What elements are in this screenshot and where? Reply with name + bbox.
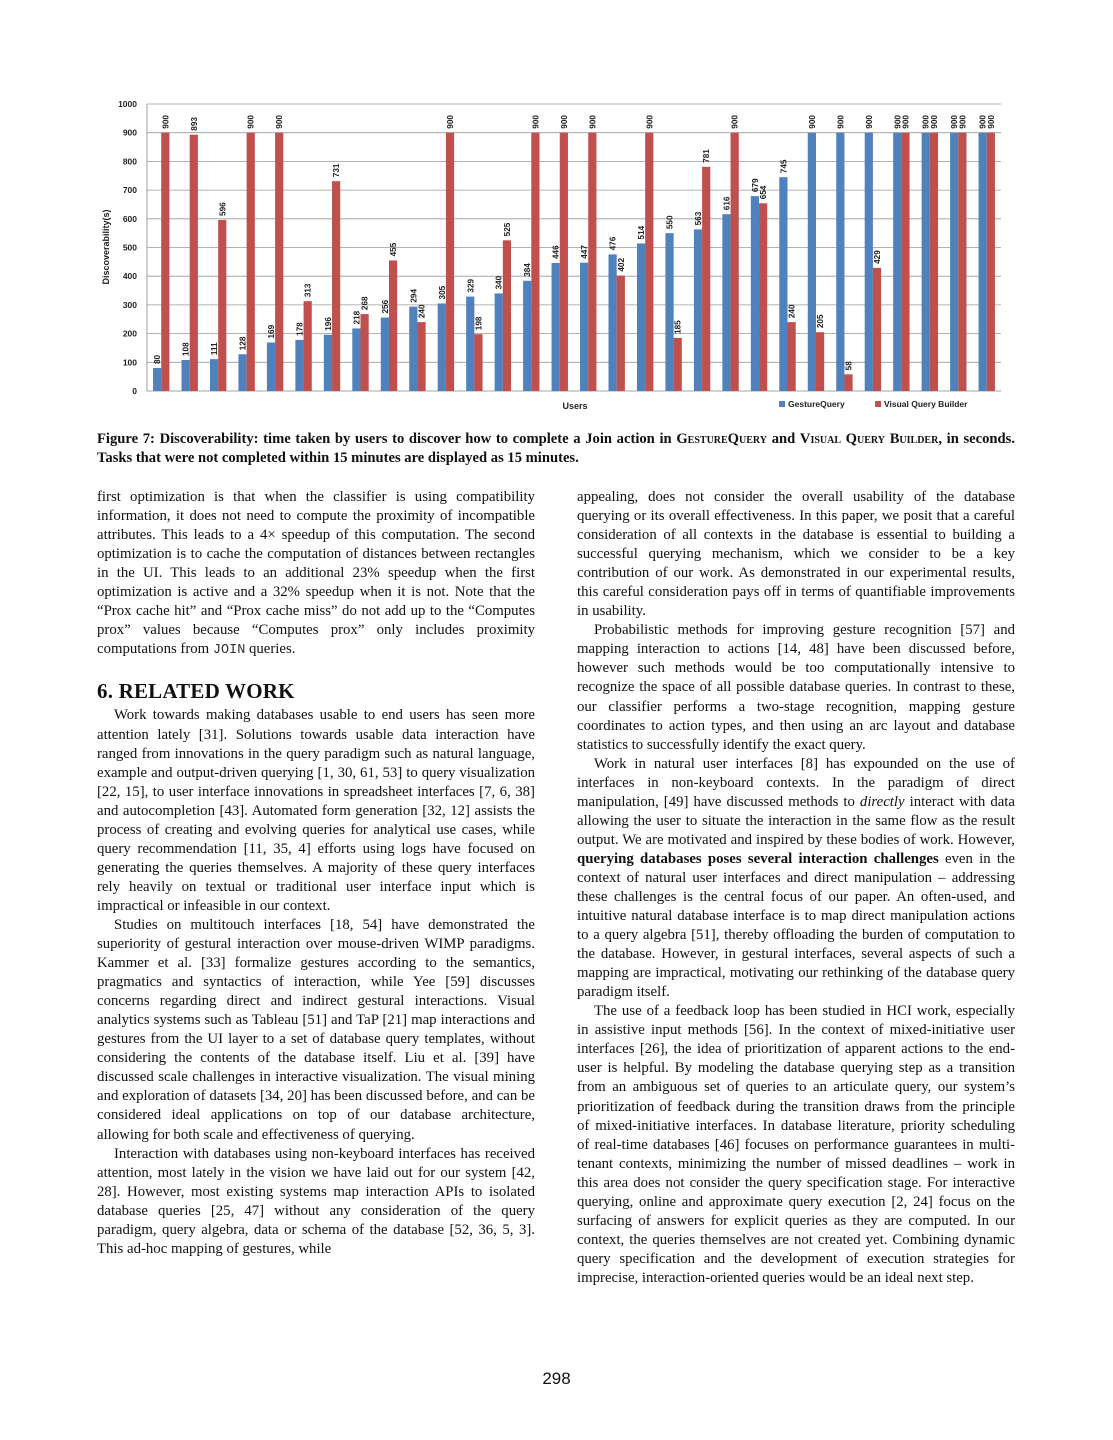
data-label: 185 — [673, 320, 683, 334]
bar-visual-query-builder — [503, 240, 511, 391]
data-label: 900 — [807, 115, 817, 129]
data-label: 900 — [275, 115, 285, 129]
data-label: 900 — [246, 115, 256, 129]
data-label: 900 — [958, 115, 968, 129]
data-label: 128 — [238, 336, 248, 351]
bar-visual-query-builder — [987, 133, 995, 391]
bar-gesturequery — [210, 359, 218, 391]
legend-label: GestureQuery — [788, 399, 845, 409]
bar-visual-query-builder — [788, 322, 796, 391]
data-label: 654 — [759, 185, 769, 200]
bar-visual-query-builder — [816, 332, 824, 391]
data-label: 514 — [637, 225, 647, 240]
bar-visual-query-builder — [759, 203, 767, 391]
left-column — [97, 488, 535, 1259]
data-label: 900 — [531, 115, 541, 129]
data-label: 679 — [750, 178, 760, 193]
data-label: 196 — [323, 317, 333, 331]
bar-visual-query-builder — [332, 181, 340, 391]
data-label: 900 — [559, 115, 569, 129]
bar-visual-query-builder — [645, 133, 653, 391]
paragraph: Work in natural user interfaces [8] has expounded on the use of interfaces in non-keyboard contexts. In the paradigm of direct manipulation, [49] have discussed methods to directly interact with data allowing the user to situate the interaction in the same flow as the result output. We are motivated and inspired by these bodies of work. However, querying databases poses several interaction challenges even in the context of natural user interfaces and direct manipulation – addressing these challenges is the central focus of our paper. An often-used, and intuitive natural database interface is to map direct manipulation actions to a query algebra [51], thereby offloading the burden of computation to the database. However, in gestural interfaces, several aspects of such a mapping are impractical, motivating our rethinking of the database query paradigm itself. — [577, 755, 1015, 1001]
data-label: 447 — [580, 245, 590, 259]
data-label: 240 — [417, 304, 427, 319]
data-label: 218 — [352, 310, 362, 325]
bar-gesturequery — [722, 214, 730, 391]
bar-gesturequery — [238, 354, 246, 391]
section-heading-related-work: 6. RELATED WORK — [97, 679, 295, 704]
data-label: 240 — [787, 304, 797, 319]
data-label: 900 — [730, 115, 740, 129]
bar-visual-query-builder — [417, 322, 425, 391]
x-axis-label: Users — [562, 401, 588, 411]
bar-gesturequery — [665, 233, 673, 391]
bar-visual-query-builder — [702, 167, 710, 391]
bar-gesturequery — [694, 229, 702, 391]
bar-gesturequery — [523, 281, 531, 391]
bar-gesturequery — [552, 263, 560, 391]
data-label: 313 — [303, 283, 313, 298]
bar-visual-query-builder — [531, 133, 539, 391]
data-label: 256 — [380, 299, 390, 314]
bar-visual-query-builder — [446, 133, 454, 391]
data-label: 900 — [446, 115, 455, 129]
data-label: 340 — [494, 275, 504, 290]
bar-visual-query-builder — [588, 133, 596, 391]
paragraph: Interaction with databases using non-keyboard interfaces has received attention, most lately in the vision we have laid out for our system [42, 28]. However, most existing systems map interaction APIs to isolated database queries [25, 47] without any consideration of the query paradigm, query algebra, data or schema of the database [52, 36, 5, 3]. This ad-hoc mapping of gestures, while — [97, 1145, 535, 1257]
bar-gesturequery — [922, 133, 930, 391]
data-label: 80 — [153, 354, 163, 365]
legend — [779, 399, 968, 409]
y-tick-label: 600 — [122, 213, 137, 224]
data-label: 900 — [921, 115, 931, 129]
data-label: 550 — [665, 215, 675, 230]
data-label: 563 — [694, 211, 703, 226]
data-label: 525 — [502, 222, 512, 237]
data-label: 616 — [722, 196, 732, 211]
bar-visual-query-builder — [674, 338, 682, 391]
data-label: 329 — [466, 278, 476, 293]
bar-gesturequery — [751, 196, 759, 391]
bar-visual-query-builder — [844, 374, 852, 391]
bar-visual-query-builder — [930, 133, 938, 391]
legend-swatch — [779, 401, 785, 407]
data-label: 429 — [873, 250, 882, 264]
data-label: 178 — [295, 322, 305, 336]
data-label: 294 — [409, 288, 419, 303]
y-tick-label: 0 — [132, 386, 137, 396]
right-column — [577, 488, 1015, 1288]
data-label: 900 — [978, 115, 988, 129]
bar-gesturequery — [153, 368, 161, 391]
bar-gesturequery — [466, 297, 474, 391]
data-label: 446 — [551, 245, 561, 259]
code-join: JOIN — [212, 643, 246, 659]
data-label: 900 — [864, 115, 874, 129]
y-axis-label: Discoverability(s) — [101, 209, 111, 285]
bar-visual-query-builder — [218, 220, 226, 391]
data-label: 596 — [218, 202, 228, 216]
bold-emphasis: querying databases poses several interaction challenges — [577, 850, 939, 867]
bar-gesturequery — [836, 133, 844, 391]
bar-gesturequery — [609, 254, 617, 391]
legend-swatch — [875, 401, 881, 407]
bar-visual-query-builder — [901, 133, 909, 391]
bar-gesturequery — [495, 293, 503, 391]
bar-visual-query-builder — [190, 135, 198, 391]
system-name-vqb: Visual Query Builder — [799, 431, 939, 447]
bar-visual-query-builder — [731, 133, 739, 391]
bar-visual-query-builder — [873, 268, 881, 391]
paragraph: Probabilistic methods for improving gesture recognition [57] and mapping interaction to actions [14, 48] have been discussed before, however such methods would be too computationally intensive to recognize the space of all possible database queries. In contrast to these, our classifier performs a two-stage recognition, mapping gesture coordinates to action types, and then using an arc layout and database statistics to successfully identify the exact query. — [577, 622, 1015, 753]
data-label: 900 — [986, 115, 996, 129]
data-label: 900 — [950, 115, 960, 129]
bars — [153, 133, 995, 391]
data-label: 731 — [332, 163, 342, 178]
paragraph: The use of a feedback loop has been studied in HCI work, especially in assistive input methods [56]. In the context of mixed-initiative user interfaces [26], the idea of prioritization of apparent actions to the end-user is helpful. By modeling the database querying step as a transition from an ambiguous set of queries to an articulate query, our system’s prioritization of feedback during the transition draws from the principle of mixed-initiative interfaces. In database literature, priority scheduling of real-time databases [46] focuses on performance guarantees in multi-tenant contexts, minimizing the number of missed deadlines – work in this area does not consider the query specification stage. For interactive querying, online and approximate query execution [2, 24] focus on the surfacing of answers for explicit queries as they are computed. In our context, the queries themselves are not created yet. Combining dynamic query specification and the development of execution strategies for imprecise, interaction-oriented queries would be an ideal next step. — [577, 1003, 1015, 1286]
bar-gesturequery — [808, 133, 816, 391]
emphasis-directly: directly — [859, 793, 905, 810]
data-label: 384 — [523, 263, 533, 277]
data-label: 108 — [181, 342, 191, 357]
bar-gesturequery — [324, 335, 332, 391]
bar-visual-query-builder — [304, 301, 312, 391]
page-number: 298 — [542, 1369, 571, 1388]
data-label: 900 — [645, 115, 655, 129]
data-label: 745 — [779, 159, 789, 174]
y-tick-label: 100 — [122, 357, 137, 368]
y-tick-label: 400 — [122, 271, 137, 282]
bar-gesturequery — [950, 133, 958, 391]
bar-gesturequery — [893, 133, 901, 391]
data-label: 781 — [702, 149, 712, 163]
bar-visual-query-builder — [247, 133, 255, 391]
bar-visual-query-builder — [474, 334, 482, 391]
bar-gesturequery — [182, 360, 190, 391]
bar-gesturequery — [779, 177, 787, 391]
paragraph: Studies on multitouch interfaces [18, 54] have demonstrated the superiority of gestural interaction over mouse-driven WIMP paradigms. Kammer et al. [33] formalize gestures according to the semantics, pragmatics and syntactics of interaction, while Yee [59] discusses concerns regarding direct and indirect gestural interactions. Visual analytics systems such as Tableau [51] and TaP [21] map interactions and gestures from the UI layer to a set of database query templates, without considering the contents of the database itself. Liu et al. [39] have discussed scale challenges in interactive visualization. The visual mining and exploration of datasets [34, 20] has been discussed before, and can be considered ideal applications on top of our database architecture, allowing for both scale and effectiveness of querying. — [97, 916, 535, 1143]
data-label: 198 — [474, 316, 484, 331]
data-label: 111 — [210, 342, 220, 356]
y-tick-label: 800 — [122, 156, 137, 167]
data-label: 900 — [588, 115, 598, 129]
paragraph: appealing, does not consider the overall usability of the database querying or its overall effectiveness. In this paper, we posit that a careful consideration of all contexts in the database is essential to building a successful querying mechanism, which we consider to be a key contribution of our work. As demonstrated in our experimental results, this careful consideration pays off in terms of quantifiable improvements in usability. — [577, 489, 1015, 620]
bar-gesturequery — [352, 328, 360, 391]
bar-visual-query-builder — [161, 133, 169, 391]
paragraph: first optimization is that when the classifier is using compatibility information, it does not need to compute the proximity of incompatible attributes. This leads to a 4× speedup of this computation. The second optimization is to cache the computation of distances between rectangles in the UI. This leads to an additional 23% speedup when the first optimization is active and a 32% speedup when it is not. Note that the “Prox cache hit” and “Prox cache miss” do not add up to the “Computes prox” values because “Computes prox” only includes proximity computations from JOIN queries. — [97, 489, 535, 659]
y-tick-label: 700 — [122, 185, 137, 196]
paragraph: Work towards making databases usable to end users has seen more attention lately [31]. Solutions towards usable data interaction have ranged from innovations in the query paradigm such as natural language, example and output-driven querying [1, 30, 61, 53] to query visualization [22, 15], to user interface innovations in spreadsheet interfaces [7, 6, 38] and autocompletion [43]. Automated form generation [32, 12] assists the process of creating and evolving queries for analytical use cases, while query recommendation [11, 35, 4] efforts using logs have focused on generating the queries themselves. A majority of these query interfaces rely heavily on textual or traditional user interface input which is impractical or infeasible in our context. — [97, 707, 535, 914]
y-tick-label: 900 — [122, 127, 137, 138]
bar-visual-query-builder — [958, 133, 966, 391]
system-name-gesturequery: GestureQuery — [676, 431, 768, 447]
bar-visual-query-builder — [389, 260, 397, 391]
data-label: 455 — [389, 242, 399, 257]
bar-gesturequery — [381, 318, 389, 391]
data-label: 402 — [616, 257, 626, 272]
y-tick-label: 300 — [122, 299, 137, 310]
discoverability-bar-chart — [95, 95, 1015, 415]
caption-label: Figure 7: — [97, 431, 155, 447]
bar-gesturequery — [409, 307, 417, 391]
data-label: 58 — [844, 361, 854, 371]
bar-gesturequery — [580, 263, 588, 391]
bar-visual-query-builder — [361, 314, 369, 391]
bar-visual-query-builder — [275, 133, 283, 391]
data-label: 305 — [437, 285, 447, 300]
data-label: 900 — [161, 115, 171, 129]
data-label: 893 — [189, 117, 199, 131]
bar-gesturequery — [865, 133, 873, 391]
bar-gesturequery — [295, 340, 303, 391]
data-label: 169 — [267, 324, 276, 339]
data-label: 900 — [929, 115, 939, 129]
data-label: 268 — [360, 296, 370, 311]
bar-visual-query-builder — [617, 276, 625, 391]
data-label: 900 — [901, 115, 911, 129]
figure-caption: Figure 7: Discoverability: time taken by users to discover how to complete a Join action in GestureQuery and Visual Query Builder, in seconds. Tasks that were not completed within 15 minutes are displayed as 15 minutes. — [97, 431, 1015, 466]
bar-gesturequery — [637, 243, 645, 391]
data-label: 476 — [608, 236, 618, 251]
y-tick-label: 1000 — [118, 99, 137, 109]
data-label: 900 — [836, 115, 846, 129]
bar-gesturequery — [979, 133, 987, 391]
legend-label: Visual Query Builder — [884, 399, 968, 409]
y-tick-label: 200 — [122, 328, 137, 339]
bar-gesturequery — [438, 303, 446, 391]
bar-gesturequery — [267, 342, 275, 391]
y-tick-label: 500 — [122, 242, 137, 253]
data-label: 205 — [816, 314, 826, 329]
y-axis-ticks — [118, 99, 137, 396]
bar-visual-query-builder — [560, 133, 568, 391]
data-label: 900 — [893, 115, 903, 129]
